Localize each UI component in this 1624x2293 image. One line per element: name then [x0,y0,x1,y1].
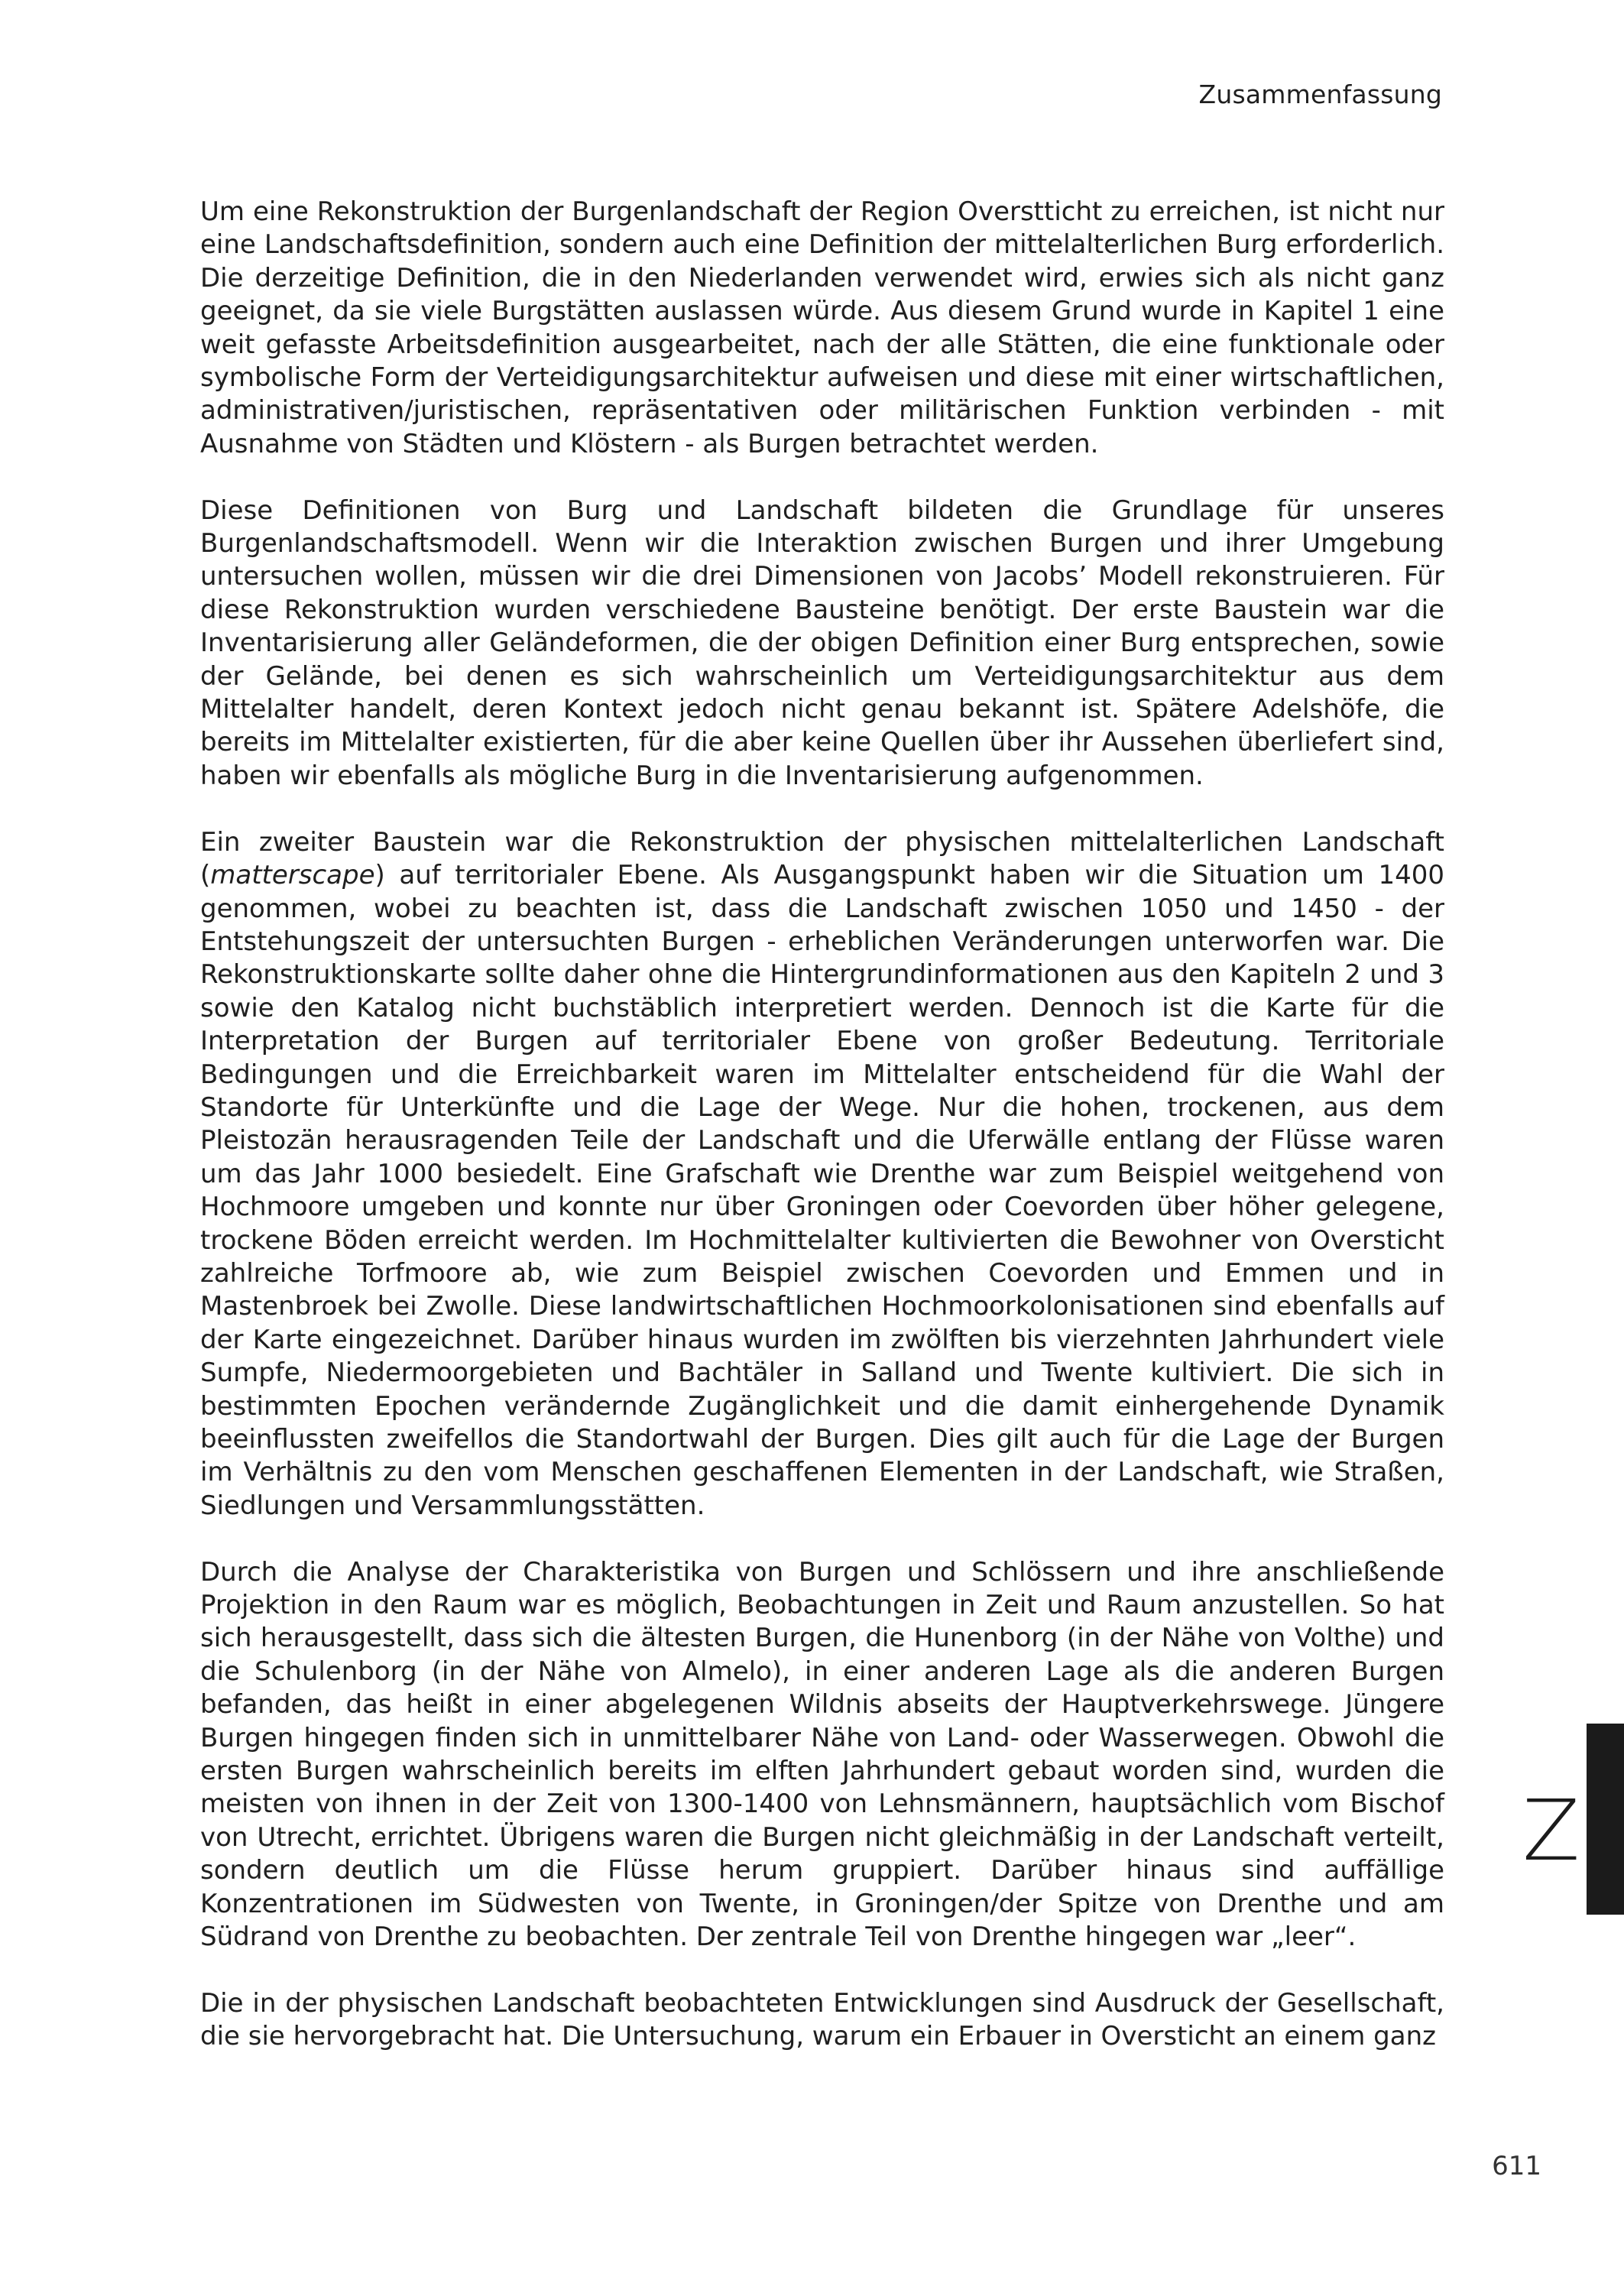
paragraph-3-rest: ) auf territorialer Ebene. Als Ausgangspunkt haben wir die Situation um 1400 genommen, wobei zu beachten ist, dass die Landschaft zwischen 1050 und 1450 - der Entstehungszeit der untersuchten Burgen - erheblichen Veränderungen unterworfen war. Die Rekonstruktionskarte sollte daher ohne die Hintergrundinformationen aus den Kapiteln 2 und 3 sowie den Katalog nicht buchstäblich interpretiert werden. Dennoch ist die Karte für die Interpretation der Burgen auf territorialer Ebene von großer Bedeutung. Territoriale Bedingungen und die Erreichbarkeit waren im Mittelalter entscheidend für die Wahl der Standorte für Unterkünfte und die Lage der Wege. Nur die hohen, trockenen, aus dem Pleistozän herausragenden Teile der Landschaft und die Uferwälle entlang der Flüsse waren um das Jahr 1000 besiedelt. Eine Grafschaft wie Drenthe war zum Beispiel weitgehend von Hochmoore umgeben und konnte nur über Groningen oder Coevorden über höher gelegene, trockene Böden erreicht werden. Im Hochmittelalter kultivierten die Bewohner von Oversticht zahlreiche Torfmoore ab, wie zum Beispiel zwischen Coevorden und Emmen und in Mastenbroek bei Zwolle. Diese landwirtschaftlichen Hochmoorkolonisationen sind ebenfalls auf der Karte eingezeichnet. Darüber hinaus wurden im zwölften bis vierzehnten Jahrhundert viele Sumpfe, Niedermoorgebieten und Bachtäler in Salland und Twente kultiviert. Die sich in bestimmten Epochen verändernde Zugänglichkeit und die damit einhergehende Dynamik beeinflussten zweifellos die Standortwahl der Burgen. Dies gilt auch für die Lage der Burgen im Verhältnis zu den vom Menschen geschaffenen Elementen in der Landschaft, wie Straßen, Siedlungen und Versammlungsstätten. [200,860,1444,1521]
page-number: 611 [1492,2151,1541,2181]
chapter-letter: Z [1522,1782,1580,1879]
paragraph-4: Durch die Analyse der Charakteristika von Burgen und Schlössern und ihre anschließende Projektion in den Raum war es möglich, Beobachtungen in Zeit und Raum anzustellen. So hat sich herausgestellt, dass sich die ältesten Burgen, die Hunenborg (in der Nähe von Volthe) und die Schulenborg (in der Nähe von Almelo), in einer anderen Lage als die anderen Burgen befanden, das heißt in einer abgelegenen Wildnis abseits der Hauptverkehrswege. Jüngere Burgen hingegen finden sich in unmittelbarer Nähe von Land- oder Wasserwegen. Obwohl die ersten Burgen wahrscheinlich bereits im elften Jahrhundert gebaut worden sind, wurden die meisten von ihnen in der Zeit von 1300-1400 von Lehnsmännern, hauptsächlich vom Bischof von Utrecht, errichtet. Übrigens waren die Burgen nicht gleichmäßig in der Landschaft verteilt, sondern deutlich um die Flüsse herum gruppiert. Darüber hinaus sind auffällige Konzentrationen im Südwesten von Twente, in Groningen/der Spitze von Drenthe und am Südrand von Drenthe zu beobachten. Der zentrale Teil von Drenthe hingegen war „leer“. [200,1556,1444,1953]
paragraph-1: Um eine Rekonstruktion der Burgenlandschaft der Region Overstticht zu erreichen, ist nicht nur eine Landschaftsdefinition, sondern auch eine Definition der mittelalterlichen Burg erforderlich. Die derzeitige Definition, die in den Niederlanden verwendet wird, erwies sich als nicht ganz geeignet, da sie viele Burgstätten auslassen würde. Aus diesem Grund wurde in Kapitel 1 eine weit gefasste Arbeitsdefinition ausgearbeitet, nach der alle Stätten, die eine funktionale oder symbolische Form der Verteidigungsarchitektur aufweisen und diese mit einer wirtschaftlichen, administrativen/juristischen, repräsentativen oder militärischen Funktion verbinden - mit Ausnahme von Städten und Klöstern - als Burgen betrachtet werden. [200,196,1444,459]
paragraph-3-start: Ein zweiter Baustein war die Rekonstruktion der physischen mittelalterlichen Landschaft ( [200,826,1444,891]
chapter-tab-marker [1587,1724,1624,1915]
running-header: Zusammenfassung [1198,79,1442,109]
paragraph-3 [200,826,1444,1523]
italic-term-matterscape: matterscape [210,860,375,891]
paragraph-2: Diese Definitionen von Burg und Landschaft bildeten die Grundlage für unseres Burgenlandschaftsmodell. Wenn wir die Interaktion zwischen Burgen und ihrer Umgebung untersuchen wollen, müssen wir die drei Dimensionen von Jacobs’ Modell rekonstruieren. Für diese Rekonstruktion wurden verschiedene Bausteine benötigt. Der erste Baustein war die Inventarisierung aller Geländeformen, die der obigen Definition einer Burg entsprechen, sowie der Gelände, bei denen es sich wahrscheinlich um Verteidigungsarchitektur aus dem Mittelalter handelt, deren Kontext jedoch nicht genau bekannt ist. Spätere Adelshöfe, die bereits im Mittelalter existierten, für die aber keine Quellen über ihr Aussehen überliefert sind, haben wir ebenfalls als mögliche Burg in die Inventarisierung aufgenommen. [200,495,1444,791]
body-text [200,196,1444,2087]
paragraph-5: Die in der physischen Landschaft beobachteten Entwicklungen sind Ausdruck der Gesellschaft, die sie hervorgebracht hat. Die Untersuchung, warum ein Erbauer in Oversticht an einem ganz [200,1987,1444,2052]
